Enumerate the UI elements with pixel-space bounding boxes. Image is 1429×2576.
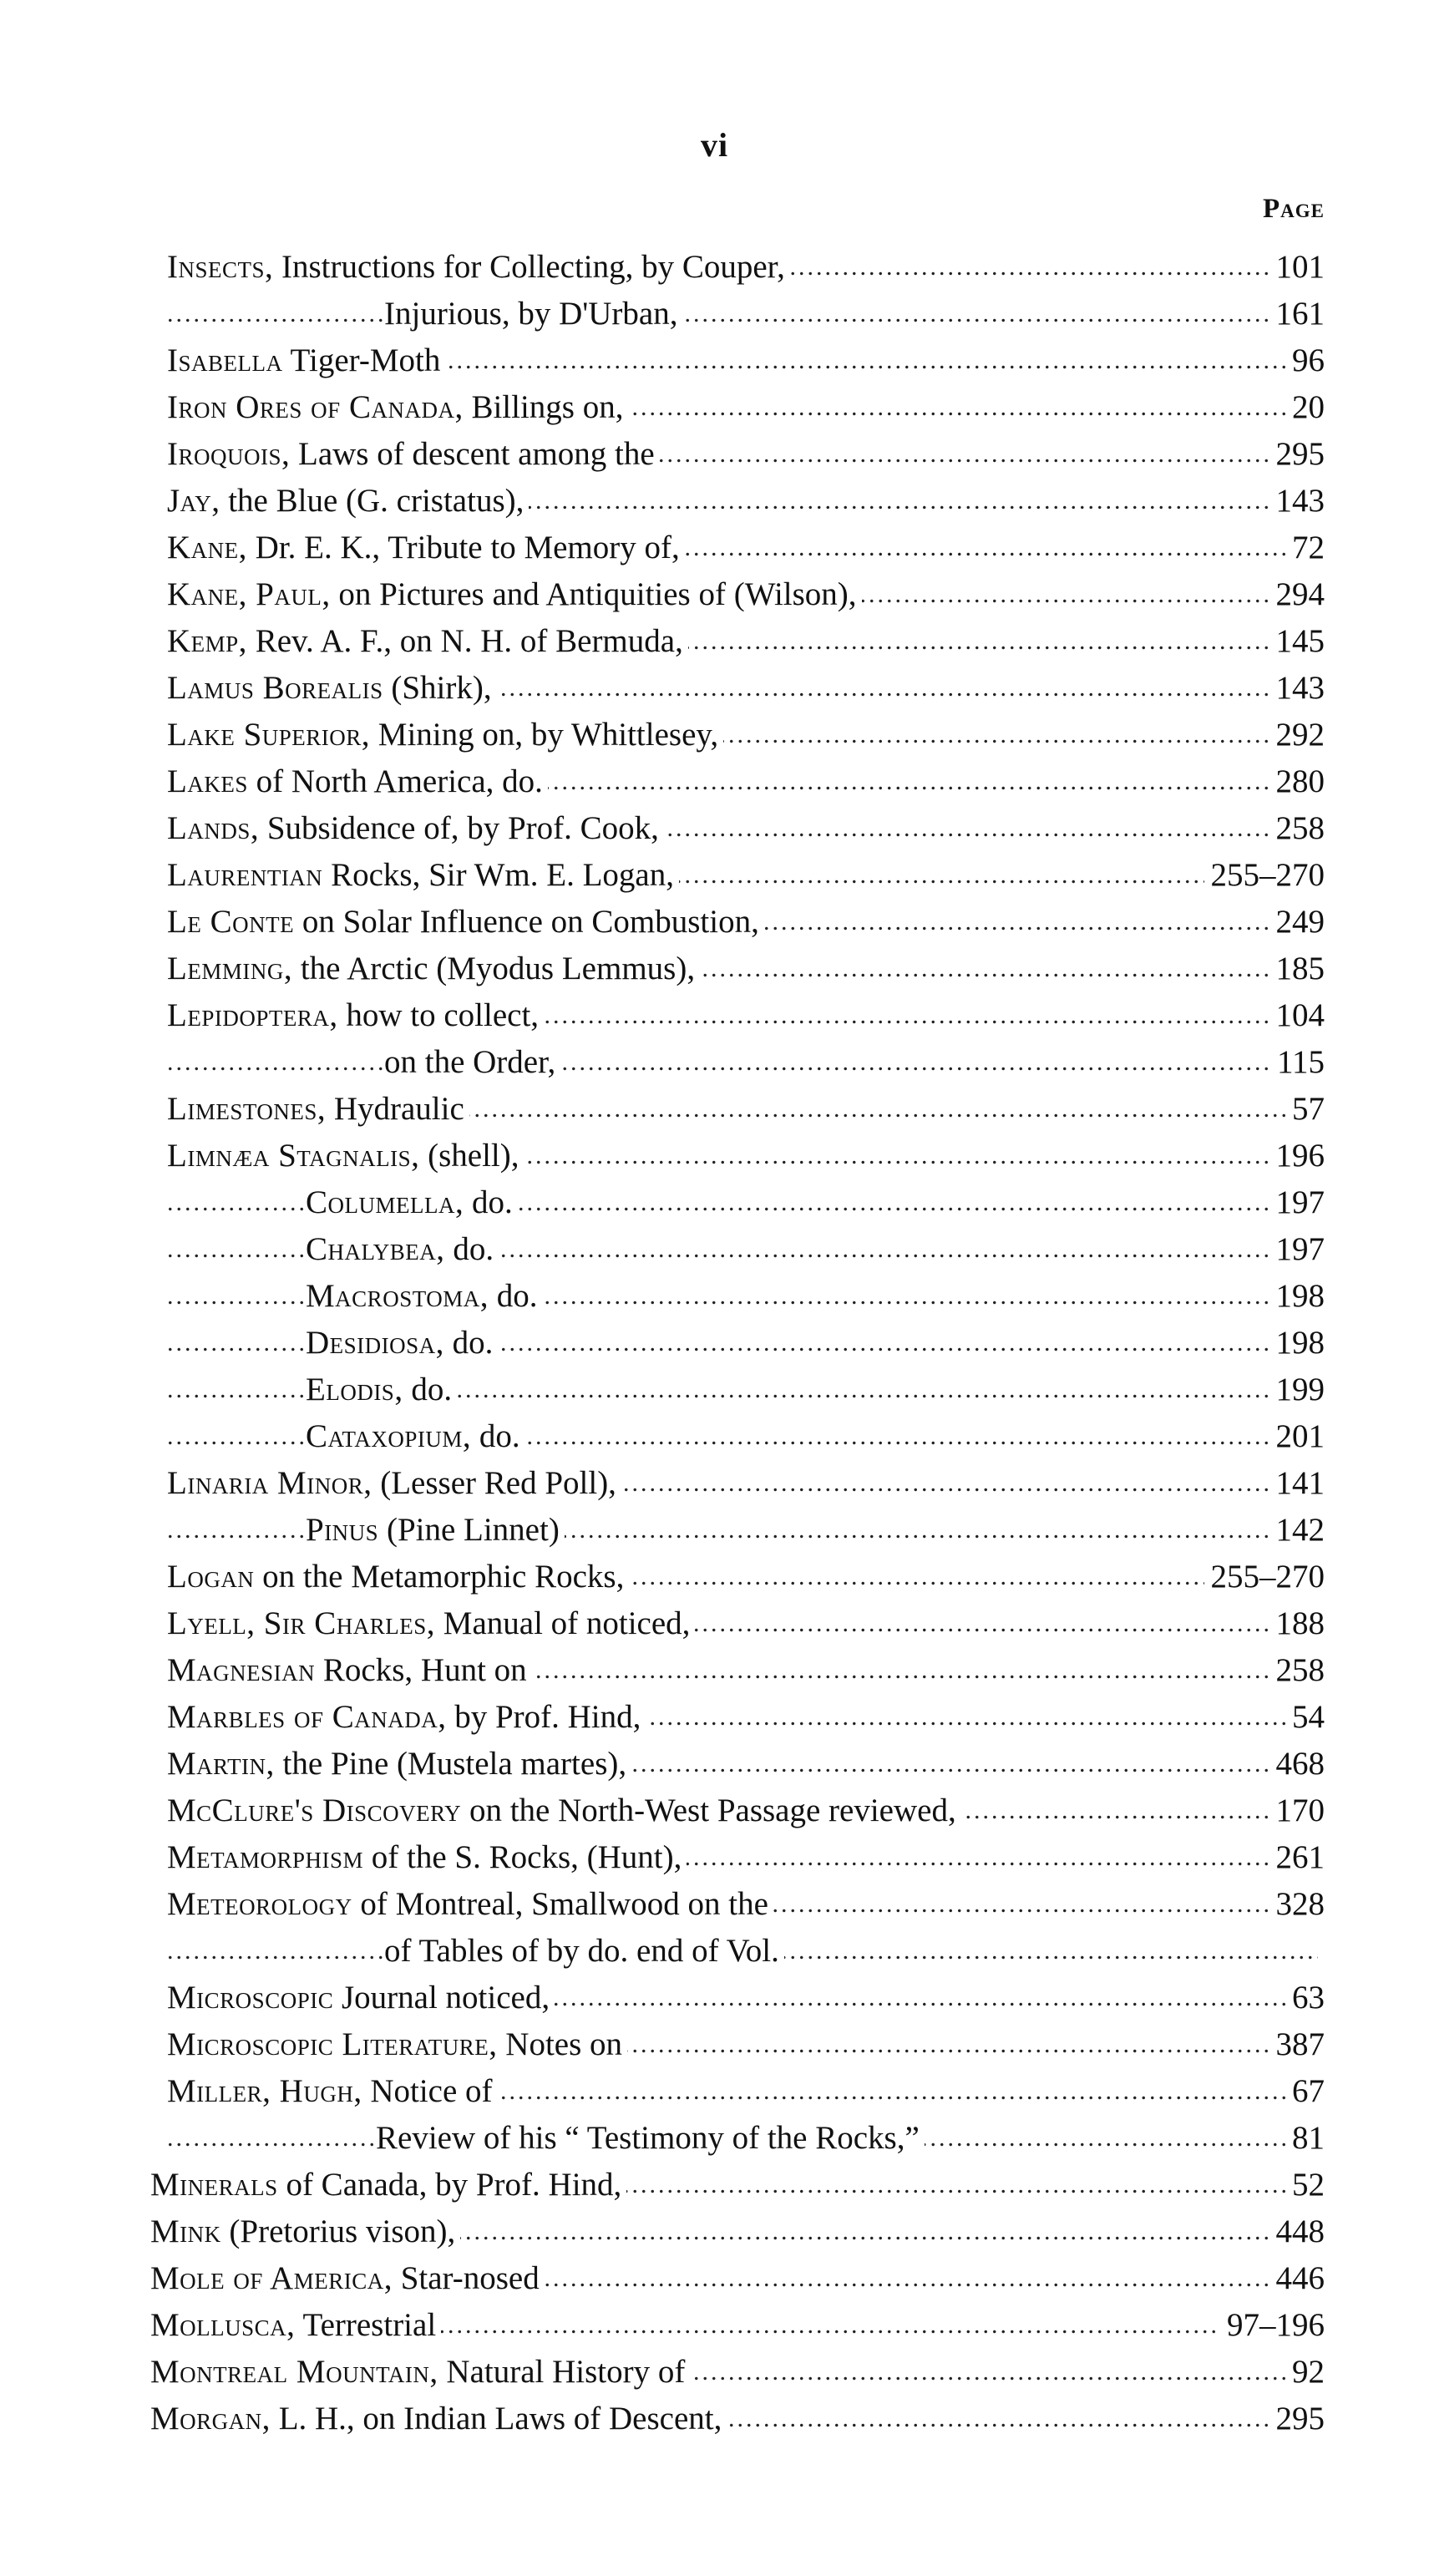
- entry-description: (Pine Linnet): [378, 1512, 560, 1548]
- entry-page: [1318, 1928, 1325, 1975]
- entry-heading: Morgan,: [150, 2401, 271, 2437]
- entry-text: [384, 1928, 784, 1975]
- index-entry: [0, 2302, 1429, 2349]
- entry-page: 104: [1269, 992, 1325, 1039]
- entry-text: [167, 337, 445, 384]
- entry-heading: Macrostoma,: [306, 1278, 489, 1314]
- entry-page: 294: [1269, 571, 1325, 618]
- entry-text: [167, 1975, 555, 2021]
- dot-leader: [167, 1039, 1325, 1086]
- entry-page: 185: [1269, 946, 1325, 992]
- entry-page: 188: [1269, 1600, 1325, 1647]
- entry-page: 198: [1269, 1320, 1325, 1367]
- index-entry: [0, 1179, 1429, 1226]
- entry-page: 20: [1285, 384, 1325, 431]
- entry-description: Instructions for Collecting, by Couper,: [273, 249, 785, 285]
- entry-heading: Montreal Mountain,: [150, 2354, 438, 2390]
- entry-text: [167, 1694, 646, 1741]
- entry-description: Laws of descent among the: [290, 436, 655, 472]
- entry-heading: Iroquois,: [167, 436, 291, 472]
- entry-description: on the North-West Passage reviewed,: [461, 1793, 956, 1828]
- entry-heading: Meteorology: [167, 1886, 352, 1922]
- entry-text: [167, 899, 764, 946]
- entry-description: Rocks, Sir Wm. E. Logan,: [322, 857, 674, 893]
- entry-text: [167, 1460, 621, 1507]
- entry-text: [167, 992, 544, 1039]
- entry-heading: Kemp,: [167, 623, 247, 659]
- index-entry: [0, 1975, 1429, 2021]
- entry-text: [306, 1273, 542, 1320]
- entry-page: 101: [1269, 244, 1325, 291]
- dot-leader: [167, 291, 1325, 337]
- index-entry: [0, 1507, 1429, 1554]
- index-entry: [0, 1741, 1429, 1787]
- entry-text: [167, 1554, 629, 1600]
- entry-description: do.: [464, 1184, 513, 1220]
- index-entry: [0, 1039, 1429, 1086]
- index-entry: [0, 1460, 1429, 1507]
- entry-description: do.: [488, 1278, 538, 1314]
- index-entry: [0, 618, 1429, 665]
- entry-heading: Lamus Borealis: [167, 670, 383, 706]
- entry-description: on the Order,: [384, 1044, 556, 1080]
- entry-description: on the Metamorphic Rocks,: [254, 1559, 625, 1595]
- entry-heading: Lakes: [167, 763, 248, 799]
- entry-heading: Martin,: [167, 1746, 275, 1782]
- entry-description: Tiger-Moth: [282, 342, 441, 378]
- index-entry: [0, 852, 1429, 899]
- entry-description: of Tables of by do. end of Vol.: [384, 1933, 779, 1969]
- entry-description: do.: [444, 1231, 494, 1267]
- entry-page: 261: [1269, 1834, 1325, 1881]
- entry-heading: Limnæa Stagnalis,: [167, 1138, 420, 1174]
- index-entry: [0, 244, 1429, 291]
- entry-page: 328: [1269, 1881, 1325, 1928]
- entry-heading: Marbles of Canada,: [167, 1699, 447, 1735]
- entry-heading: Lyell, Sir Charles,: [167, 1605, 436, 1641]
- entry-description: Notice of: [362, 2073, 493, 2109]
- entry-description: do.: [471, 1418, 520, 1454]
- entry-description: Billings on,: [463, 389, 624, 425]
- entry-description: by Prof. Hind,: [446, 1699, 641, 1735]
- entry-description: the Arctic (Myodus Lemmus),: [292, 951, 696, 986]
- entry-page: 143: [1269, 665, 1325, 712]
- entry-description: Subsidence of, by Prof. Cook,: [259, 810, 659, 846]
- entry-heading: Lands,: [167, 810, 260, 846]
- entry-page: 258: [1269, 1647, 1325, 1694]
- entry-text: [306, 1320, 498, 1367]
- entry-description: do.: [403, 1372, 453, 1407]
- entry-heading: Logan: [167, 1559, 255, 1595]
- entry-heading: Columella,: [306, 1184, 464, 1220]
- index-entry: [0, 2396, 1429, 2442]
- entry-description: Mining on, by Whittlesey,: [370, 717, 719, 753]
- entry-page: 197: [1269, 1226, 1325, 1273]
- entry-description: the Pine (Mustela martes),: [274, 1746, 627, 1782]
- entry-heading: Lemming,: [167, 951, 293, 986]
- entry-page: 255–270: [1204, 1554, 1325, 1600]
- entry-page: 249: [1269, 899, 1325, 946]
- entry-heading: Laurentian: [167, 857, 323, 893]
- entry-text: [167, 1741, 631, 1787]
- entry-heading: Mink: [150, 2213, 221, 2249]
- index-entry: [0, 1226, 1429, 1273]
- index-entry: [0, 2162, 1429, 2208]
- entry-text: [167, 618, 688, 665]
- entry-description: (Shirk),: [383, 670, 492, 706]
- entry-page: 448: [1269, 2208, 1325, 2255]
- entry-text: [167, 712, 723, 758]
- entry-page: 170: [1269, 1787, 1325, 1834]
- entry-text: [376, 2115, 925, 2162]
- entry-text: [167, 1834, 687, 1881]
- entry-heading: Le Conte: [167, 904, 295, 940]
- page-folio: vi: [700, 126, 729, 164]
- index-entry: [0, 1273, 1429, 1320]
- index-entry: [0, 2115, 1429, 2162]
- entry-page: 196: [1269, 1133, 1325, 1179]
- entry-page: 63: [1285, 1975, 1325, 2021]
- entry-page: 96: [1285, 337, 1325, 384]
- entry-description: Rev. A. F., on N. H. of Bermuda,: [246, 623, 683, 659]
- entry-text: [306, 1367, 457, 1413]
- entry-heading: Cataxopium,: [306, 1418, 472, 1454]
- index-entry: [0, 992, 1429, 1039]
- entry-page: 145: [1269, 618, 1325, 665]
- entry-description: (Lesser Red Poll),: [372, 1465, 616, 1501]
- entry-heading: Magnesian: [167, 1652, 316, 1688]
- index-entry: [0, 1647, 1429, 1694]
- entry-text: [150, 2255, 545, 2302]
- entry-heading: Lake Superior,: [167, 717, 371, 753]
- entry-text: [167, 525, 685, 571]
- entry-text: [167, 244, 790, 291]
- page-column-heading: Page: [1263, 194, 1325, 224]
- index-entry: [0, 2255, 1429, 2302]
- entry-heading: Desidiosa,: [306, 1325, 444, 1361]
- index-entry: [0, 2068, 1429, 2115]
- index-entry: [0, 2021, 1429, 2068]
- entry-heading: Chalybea,: [306, 1231, 445, 1267]
- entry-description: of North America, do.: [247, 763, 543, 799]
- entry-heading: Limestones,: [167, 1091, 327, 1127]
- entry-heading: Isabella: [167, 342, 283, 378]
- entry-page: 280: [1269, 758, 1325, 805]
- entry-text: [306, 1179, 518, 1226]
- entry-page: 295: [1269, 2396, 1325, 2442]
- entry-text: [167, 1133, 524, 1179]
- index-entry: [0, 478, 1429, 525]
- entry-page: 258: [1269, 805, 1325, 852]
- entry-page: 52: [1285, 2162, 1325, 2208]
- index-entry: [0, 1413, 1429, 1460]
- entry-description: Notes on: [497, 2026, 623, 2062]
- entry-description: of Montreal, Smallwood on the: [352, 1886, 768, 1922]
- entry-text: [167, 805, 664, 852]
- entry-page: 81: [1285, 2115, 1325, 2162]
- entry-page: 97–196: [1220, 2302, 1325, 2349]
- entry-page: 115: [1270, 1039, 1325, 1086]
- entry-page: 198: [1269, 1273, 1325, 1320]
- entry-heading: Elodis,: [306, 1372, 403, 1407]
- entry-text: [167, 946, 700, 992]
- entry-page: 199: [1269, 1367, 1325, 1413]
- entry-heading: McClure's Discovery: [167, 1793, 462, 1828]
- index-entry: [0, 1086, 1429, 1133]
- entry-text: [167, 571, 862, 618]
- entry-heading: Microscopic Literature,: [167, 2026, 498, 2062]
- entry-page: 142: [1269, 1507, 1325, 1554]
- entry-page: 67: [1285, 2068, 1325, 2115]
- index-entry: [0, 899, 1429, 946]
- entry-heading: Mollusca,: [150, 2307, 296, 2343]
- entry-text: [167, 665, 497, 712]
- entry-page: 446: [1269, 2255, 1325, 2302]
- entry-description: of the S. Rocks, (Hunt),: [363, 1839, 682, 1875]
- entry-page: 161: [1269, 291, 1325, 337]
- entry-heading: Miller, Hugh,: [167, 2073, 362, 2109]
- entry-description: on Pictures and Antiquities of (Wilson),: [330, 576, 857, 612]
- index-entry: [0, 384, 1429, 431]
- entry-text: [167, 478, 529, 525]
- entry-text: [384, 291, 682, 337]
- entry-description: Manual of noticed,: [435, 1605, 691, 1641]
- index-entry: [0, 758, 1429, 805]
- entry-heading: Microscopic: [167, 1980, 334, 2016]
- entry-text: [167, 758, 548, 805]
- index-entry: [0, 1320, 1429, 1367]
- index-entry: [0, 525, 1429, 571]
- index-entry: [0, 1881, 1429, 1928]
- entry-text: [167, 384, 629, 431]
- index-entry: [0, 712, 1429, 758]
- entry-description: L. H., on Indian Laws of Descent,: [270, 2401, 722, 2437]
- index-entry: [0, 1694, 1429, 1741]
- entry-text: [167, 2068, 498, 2115]
- entry-text: [167, 2021, 627, 2068]
- index-entry: [0, 805, 1429, 852]
- index-entry: [0, 1600, 1429, 1647]
- index-entry: [0, 2349, 1429, 2396]
- entry-description: Journal noticed,: [333, 1980, 550, 2016]
- entry-heading: Iron Ores of Canada,: [167, 389, 464, 425]
- entry-heading: Mole of America,: [150, 2260, 393, 2296]
- entry-description: Star-nosed: [392, 2260, 540, 2296]
- entry-heading: Minerals: [150, 2167, 278, 2203]
- entry-text: [167, 431, 660, 478]
- index-entry: [0, 291, 1429, 337]
- entry-text: [150, 2349, 690, 2396]
- entry-page: 143: [1269, 478, 1325, 525]
- entry-description: Injurious, by D'Urban,: [384, 296, 678, 332]
- entry-page: 54: [1285, 1694, 1325, 1741]
- index-entry: [0, 571, 1429, 618]
- entry-page: 292: [1269, 712, 1325, 758]
- entry-description: Dr. E. K., Tribute to Memory of,: [246, 530, 680, 565]
- entry-description: (Pretorius vison),: [220, 2213, 456, 2249]
- index-entry: [0, 1928, 1429, 1975]
- entry-description: (shell),: [419, 1138, 519, 1174]
- entry-page: 387: [1269, 2021, 1325, 2068]
- entry-description: the Blue (G. cristatus),: [220, 483, 524, 519]
- index-entry: [0, 431, 1429, 478]
- index-entry: [0, 946, 1429, 992]
- entry-text: [167, 1647, 532, 1694]
- index-entry: [0, 337, 1429, 384]
- entry-description: Hydraulic: [326, 1091, 464, 1127]
- entry-heading: Pinus: [306, 1512, 379, 1548]
- entry-text: [150, 2208, 460, 2255]
- entry-description: Natural History of: [438, 2354, 686, 2390]
- entry-description: Rocks, Hunt on: [315, 1652, 527, 1688]
- index-entry: [0, 1133, 1429, 1179]
- entry-heading: Lepidoptera,: [167, 997, 338, 1033]
- entry-page: 141: [1269, 1460, 1325, 1507]
- entry-heading: Insects,: [167, 249, 274, 285]
- index-entry: [0, 1367, 1429, 1413]
- index-entry: [0, 1787, 1429, 1834]
- entry-heading: Jay,: [167, 483, 220, 519]
- entry-page: 57: [1285, 1086, 1325, 1133]
- entry-text: [306, 1507, 565, 1554]
- entry-text: [167, 852, 679, 899]
- entry-description: Terrestrial: [295, 2307, 437, 2343]
- entry-description: do.: [443, 1325, 494, 1361]
- entry-text: [150, 2396, 727, 2442]
- entry-page: 255–270: [1204, 852, 1325, 899]
- entry-description: how to collect,: [337, 997, 540, 1033]
- entry-text: [167, 1881, 773, 1928]
- entry-page: 201: [1269, 1413, 1325, 1460]
- entry-description: on Solar Influence on Combustion,: [294, 904, 759, 940]
- entry-text: [306, 1226, 499, 1273]
- entry-text: [150, 2302, 441, 2349]
- entry-heading: Metamorphism: [167, 1839, 364, 1875]
- entry-page: 72: [1285, 525, 1325, 571]
- entry-text: [150, 2162, 626, 2208]
- entry-page: 92: [1285, 2349, 1325, 2396]
- entry-text: [167, 1600, 695, 1647]
- entry-text: [384, 1039, 560, 1086]
- index-entry: [0, 1834, 1429, 1881]
- index-entry: [0, 665, 1429, 712]
- entry-heading: Linaria Minor,: [167, 1465, 372, 1501]
- entry-text: [167, 1787, 961, 1834]
- entry-page: 197: [1269, 1179, 1325, 1226]
- entry-text: [167, 1086, 469, 1133]
- entry-page: 295: [1269, 431, 1325, 478]
- entry-description: of Canada, by Prof. Hind,: [277, 2167, 622, 2203]
- entry-heading: Kane, Paul,: [167, 576, 331, 612]
- entry-description: Review of his “ Testimony of the Rocks,”: [376, 2120, 920, 2156]
- entry-heading: Kane,: [167, 530, 247, 565]
- index-entry: [0, 2208, 1429, 2255]
- entry-page: 468: [1269, 1741, 1325, 1787]
- index-entry: [0, 1554, 1429, 1600]
- entry-text: [306, 1413, 525, 1460]
